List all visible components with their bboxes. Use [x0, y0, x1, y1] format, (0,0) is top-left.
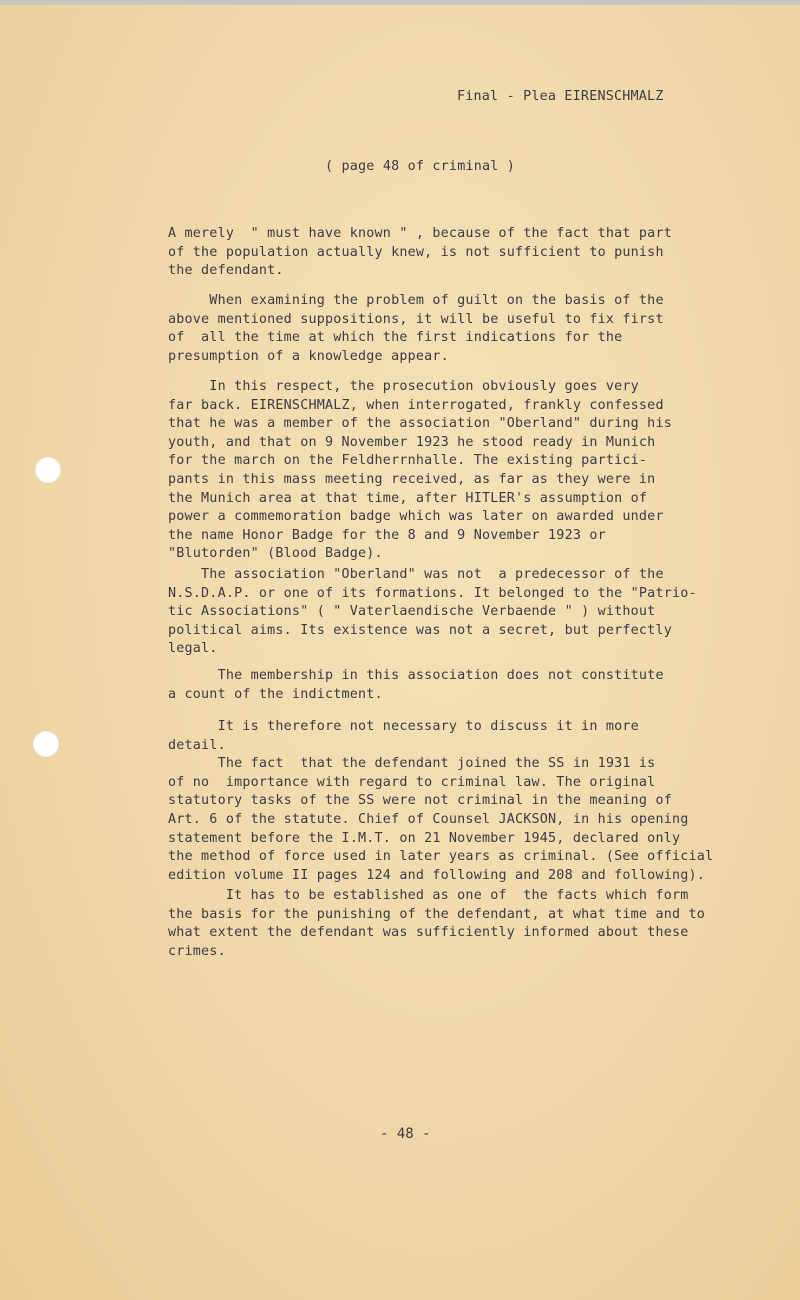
paragraph: It has to be established as one of the facts which form the basis for the punishing of the defendant, at what time and to what extent the defendant was sufficiently informed about these crimes.	[168, 888, 706, 959]
punch-hole-bottom	[33, 731, 59, 757]
paragraph: The association "Oberland" was not a predecessor of the N.S.D.A.P. or one of its formations. It belonged to the "Patrio- tic Associations" ( " Vaterlaendische Verbaende " ) without political aims. Its existence was not a secret, but perfectly legal.	[168, 567, 697, 657]
page-reference: ( page 48 of criminal )	[325, 159, 516, 174]
page-top-edge	[0, 0, 800, 5]
punch-hole-top	[35, 457, 61, 483]
document-header: Final - Plea EIRENSCHMALZ	[457, 89, 664, 104]
paragraph: In this respect, the prosecution obviously goes very far back. EIRENSCHMALZ, when interrogated, frankly confessed that he was a member of the association "Oberland" during his youth, and that on 9 November 1923 he stood ready in Munich for the march on the Feldherrnhalle. The existing partici- pants in this mass meeting received, as far as they were in the Munich area at that time, after HITLER's assumption of power a commemoration badge which was later on awarded under the name Honor Badge for the 8 and 9 November 1923 or "Blutorden" (Blood Badge).	[168, 379, 672, 562]
paragraph: It is therefore not necessary to discuss it in more detail. The fact that the defendant joined the SS in 1931 is of no importance with regard to criminal law. The original statutory tasks of the SS were not criminal in the meaning of Art. 6 of the statute. Chief of Counsel JACKSON, in his opening statement before the I.M.T. on 21 November 1945, declared only the method of force used in later years as criminal. (See official edition volume II pages 124 and following and 208 and following).	[168, 719, 714, 883]
paragraph: When examining the problem of guilt on the basis of the above mentioned suppositions, it will be useful to fix first of all the time at which the first indications for the presumption of a knowledge appear.	[168, 293, 664, 364]
paragraph: A merely " must have known " , because of the fact that part of the population actually knew, is not sufficient to punish the defendant.	[168, 226, 672, 279]
paragraph: The membership in this association does not constitute a count of the indictment.	[168, 668, 664, 702]
page-number: - 48 -	[380, 1126, 431, 1142]
